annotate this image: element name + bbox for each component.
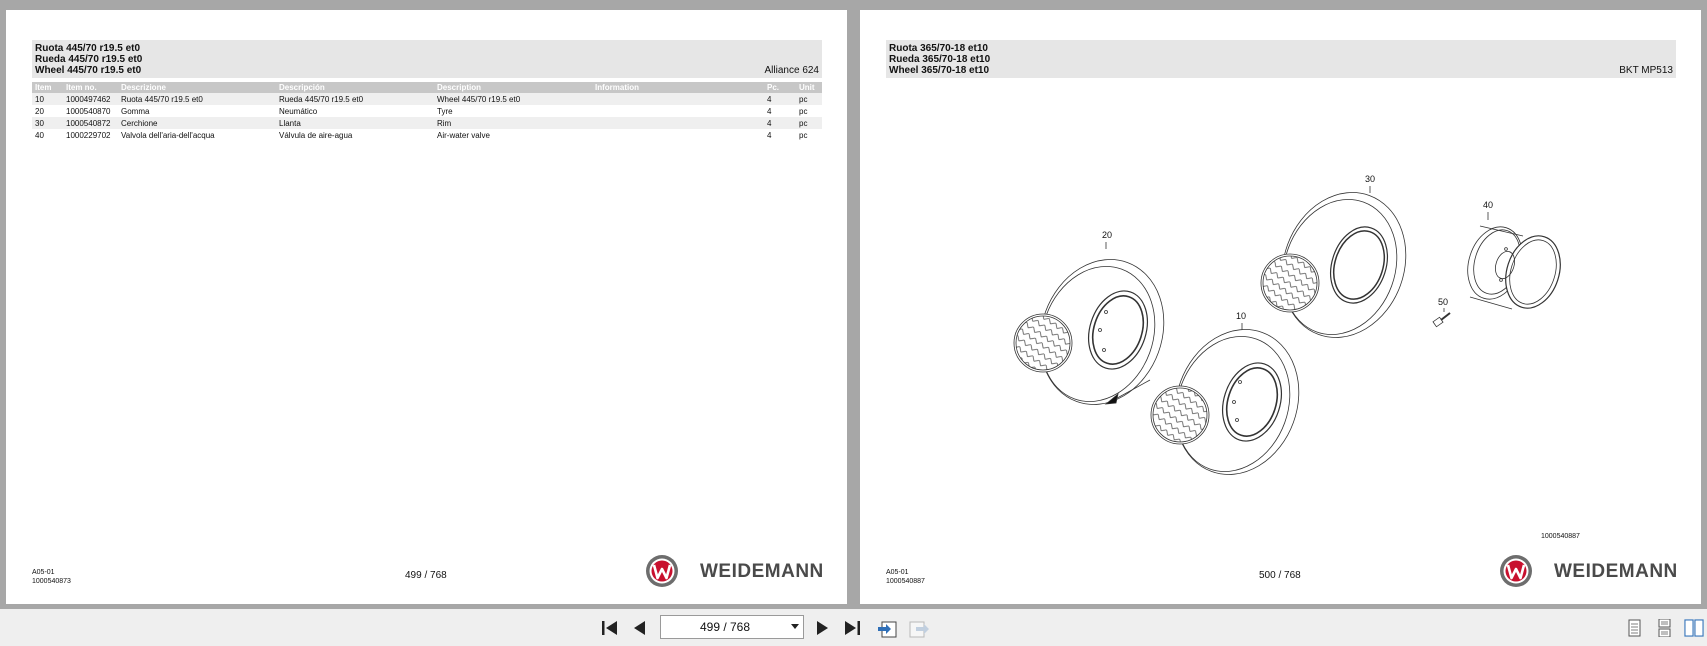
table-row bbox=[32, 117, 822, 129]
weidemann-emblem-icon bbox=[644, 553, 680, 589]
title-italian: Ruota 365/70-18 et10 bbox=[889, 43, 988, 54]
cell-item-no: 1000229702 bbox=[66, 130, 111, 140]
brand-name: WEIDEMANN bbox=[700, 561, 824, 582]
cell-descrizione: Gomma bbox=[121, 106, 150, 116]
valve-50 bbox=[1433, 308, 1450, 327]
next-view-icon bbox=[908, 619, 930, 639]
left-page bbox=[6, 10, 847, 604]
previous-page-button[interactable] bbox=[630, 619, 650, 637]
table-row bbox=[32, 129, 822, 141]
cell-unit: pc bbox=[796, 117, 822, 129]
col-information: Information bbox=[592, 82, 764, 93]
col-pc: Pc. bbox=[764, 82, 796, 93]
model-label: BKT MP513 bbox=[1619, 65, 1673, 76]
page-number-field[interactable] bbox=[660, 615, 804, 639]
col-item-no: Item no. bbox=[63, 82, 118, 93]
left-page-header bbox=[32, 40, 822, 78]
cell-information bbox=[592, 117, 764, 129]
weidemann-emblem-icon bbox=[1498, 553, 1534, 589]
footer-codes bbox=[32, 568, 71, 586]
page-number: 500 / 768 bbox=[1259, 570, 1301, 581]
callout-20: 20 bbox=[1102, 230, 1113, 240]
title-english: Wheel 445/70 r19.5 et0 bbox=[35, 65, 142, 76]
cell-descripcion: Llanta bbox=[276, 117, 434, 129]
chevron-down-icon bbox=[791, 624, 799, 630]
col-descripcion: Descripción bbox=[276, 82, 434, 93]
cell-unit: pc bbox=[799, 106, 808, 116]
last-page-button[interactable] bbox=[842, 619, 862, 637]
callout-50: 50 bbox=[1438, 297, 1449, 307]
cell-descripcion: Válvula de aire-agua bbox=[279, 130, 353, 140]
table-header-row bbox=[32, 82, 822, 93]
cell-information bbox=[592, 105, 764, 117]
cell-description: Wheel 445/70 r19.5 et0 bbox=[434, 93, 592, 105]
viewer-toolbar bbox=[0, 609, 1707, 646]
footer-code-number: 1000540887 bbox=[886, 578, 925, 585]
single-page-icon bbox=[1624, 619, 1644, 637]
facing-pages-view-button[interactable] bbox=[1684, 619, 1704, 637]
callout-40: 40 bbox=[1483, 200, 1494, 210]
previous-view-icon bbox=[876, 619, 898, 639]
cell-pc: 4 bbox=[764, 117, 796, 129]
next-view-button[interactable] bbox=[908, 619, 928, 637]
cell-information bbox=[592, 93, 764, 105]
cell-unit: pc bbox=[799, 130, 808, 140]
cell-unit: pc bbox=[796, 93, 822, 105]
title-spanish: Rueda 365/70-18 et10 bbox=[889, 54, 991, 65]
model-label: Alliance 624 bbox=[764, 65, 819, 76]
previous-page-icon bbox=[630, 619, 650, 637]
next-page-icon bbox=[812, 619, 832, 637]
wheel-assembly-20 bbox=[1014, 242, 1184, 422]
right-page bbox=[860, 10, 1701, 604]
footer-code-number: 1000540873 bbox=[32, 578, 71, 585]
cell-item: 10 bbox=[32, 93, 63, 105]
cell-item-no: 1000497462 bbox=[63, 93, 118, 105]
cell-information bbox=[592, 129, 764, 141]
cell-item: 40 bbox=[35, 130, 44, 140]
footer-code-section: A05-01 bbox=[886, 569, 909, 576]
cell-descrizione: Cerchione bbox=[118, 117, 276, 129]
page-number: 499 / 768 bbox=[405, 570, 447, 581]
footer-code-section: A05-01 bbox=[32, 569, 55, 576]
callout-10: 10 bbox=[1236, 311, 1247, 321]
cell-item-no: 1000540872 bbox=[63, 117, 118, 129]
col-unit: Unit bbox=[796, 82, 822, 93]
facing-pages-icon bbox=[1684, 619, 1704, 637]
weidemann-logo bbox=[1498, 553, 1678, 589]
cell-description: Air-water valve bbox=[437, 130, 490, 140]
cell-descrizione: Valvola dell'aria-dell'acqua bbox=[121, 130, 215, 140]
weidemann-logo bbox=[644, 553, 824, 589]
brand-name: WEIDEMANN bbox=[1554, 561, 1678, 582]
footer-codes bbox=[886, 568, 925, 586]
cell-item-no: 1000540870 bbox=[66, 106, 111, 116]
rim-40 bbox=[1459, 212, 1569, 315]
title-spanish: Rueda 445/70 r19.5 et0 bbox=[35, 54, 143, 65]
cell-pc: 4 bbox=[767, 106, 772, 116]
continuous-view-icon bbox=[1654, 619, 1674, 637]
cell-item: 30 bbox=[32, 117, 63, 129]
next-page-button[interactable] bbox=[812, 619, 832, 637]
exploded-wheel-diagram bbox=[860, 10, 1701, 550]
first-page-button[interactable] bbox=[600, 619, 620, 637]
cell-pc: 4 bbox=[767, 130, 772, 140]
cell-pc: 4 bbox=[764, 93, 796, 105]
title-italian: Ruota 445/70 r19.5 et0 bbox=[35, 43, 141, 54]
single-page-view-button[interactable] bbox=[1624, 619, 1644, 637]
callout-30: 30 bbox=[1365, 174, 1376, 184]
first-page-icon bbox=[600, 619, 620, 637]
cell-item: 20 bbox=[35, 106, 44, 116]
table-row bbox=[32, 105, 822, 117]
title-english: Wheel 365/70-18 et10 bbox=[889, 65, 990, 76]
continuous-view-button[interactable] bbox=[1654, 619, 1674, 637]
table-row bbox=[32, 93, 822, 105]
cell-description: Tyre bbox=[437, 106, 453, 116]
last-page-icon bbox=[842, 619, 862, 637]
page-number-value: 499 / 768 bbox=[699, 620, 751, 634]
previous-view-button[interactable] bbox=[876, 619, 896, 637]
cell-descripcion: Rueda 445/70 r19.5 et0 bbox=[276, 93, 434, 105]
wheel-assembly-10 bbox=[1151, 312, 1319, 492]
col-descrizione: Descrizione bbox=[118, 82, 276, 93]
cell-description: Rim bbox=[434, 117, 592, 129]
cell-descrizione: Ruota 445/70 r19.5 et0 bbox=[118, 93, 276, 105]
cell-descripcion: Neumático bbox=[279, 106, 318, 116]
col-description: Description bbox=[434, 82, 592, 93]
drawing-number: 1000540887 bbox=[1541, 533, 1580, 540]
parts-table bbox=[32, 82, 822, 141]
tyre-30 bbox=[1261, 175, 1426, 355]
col-item: Item bbox=[32, 82, 63, 93]
